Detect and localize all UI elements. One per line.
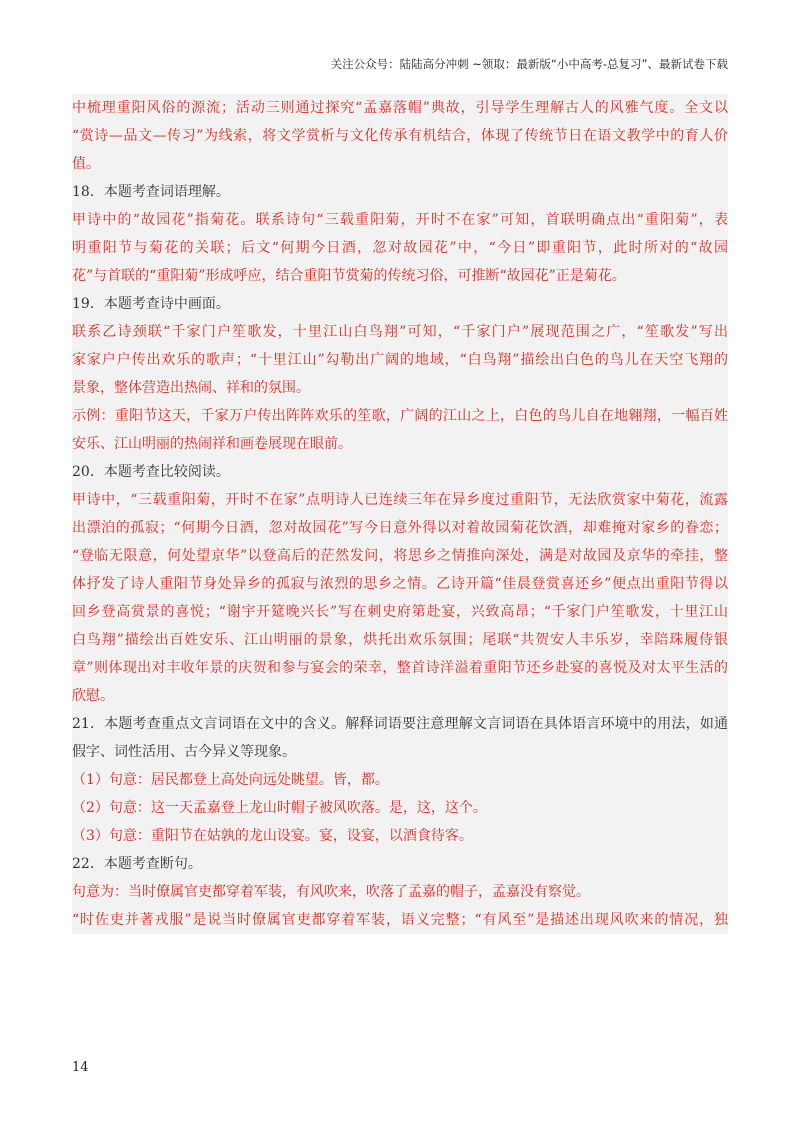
- answer-text-line: “赏诗—品文—传习”为线索，将文学赏析与文化传承有机结合，体现了传统节日在语文教学中的育人价: [72, 128, 728, 144]
- answer-text-block: [72, 94, 728, 934]
- answer-text-line: （1）句意：居民都登上高处向远处眺望。皆，都。: [72, 772, 389, 788]
- answer-text-line: 体抒发了诗人重阳节身处异乡的孤寂与浓烈的思乡之情。乙诗开篇“佳晨登赏喜还乡”便点出重阳节得以: [72, 576, 728, 592]
- section-heading-line: 18．本题考查词语理解。: [72, 184, 230, 200]
- answer-text-line: 值。: [72, 156, 100, 172]
- answer-text-line: 景象，整体营造出热闹、祥和的氛围。: [72, 380, 310, 396]
- answer-text-line: 花”与首联的“重阳菊”形成呼应，结合重阳节赏菊的传统习俗，可推断“故园花”正是菊花。: [72, 268, 626, 284]
- answer-text-line: 章”则体现出对丰收年景的庆贺和参与宴会的荣幸，整首诗洋溢着重阳节还乡赴宴的喜悦及对太平生活的: [72, 660, 728, 676]
- answer-text-line: “登临无限意，何处望京华”以登高后的茫然发问，将思乡之情推向深处，满是对故园及京华的牵挂，整: [72, 548, 728, 564]
- answer-text-line: 中梳理重阳风俗的源流；活动三则通过探究“孟嘉落帽”典故，引导学生理解古人的风雅气度。全文以: [72, 100, 728, 116]
- answer-text-line: 白鸟翔”描绘出百姓安乐、江山明丽的景象，烘托出欢乐氛围；尾联“共贺安人丰乐岁，幸陪珠履侍银: [72, 632, 728, 648]
- section-heading-line: 假字、词性活用、古今异义等现象。: [72, 744, 296, 760]
- answer-text-line: 句意为：当时僚属官吏都穿着军装，有风吹来，吹落了孟嘉的帽子，孟嘉没有察觉。: [72, 884, 590, 900]
- section-heading-line: 22．本题考查断句。: [72, 856, 202, 872]
- answer-text-line: 甲诗中的“故园花”指菊花。联系诗句“三载重阳菊，开时不在家”可知，首联明确点出“重阳菊”，表: [72, 212, 728, 228]
- answer-text-line: 联系乙诗颈联“千家门户笙歌发，十里江山白鸟翔”可知，“千家门户”展现范围之广，“笙歌发”写出: [72, 324, 728, 340]
- answer-text-line: 安乐、江山明丽的热闹祥和画卷展现在眼前。: [72, 436, 352, 452]
- answer-text-line: （2）句意：这一天孟嘉登上龙山时帽子被风吹落。是，这，这个。: [72, 800, 487, 816]
- answer-text-line: 示例：重阳节这天，千家万户传出阵阵欢乐的笙歌，广阔的江山之上，白色的鸟儿自在地翱翔，一幅百姓: [72, 408, 728, 424]
- answer-text-line: 回乡登高赏景的喜悦；“谢宇开筵晚兴长”写在刺史府第赴宴，兴致高昂；“千家门户笙歌发，十里江山: [72, 604, 728, 620]
- answer-text-line: “时佐吏并著戎服”是说当时僚属官吏都穿着军装，语义完整；“有风至”是描述出现风吹来的情况，独: [72, 912, 728, 928]
- section-heading-line: 21．本题考查重点文言词语在文中的含义。解释词语要注意理解文言词语在具体语言环境中的用法，如通: [72, 716, 728, 732]
- answer-text-line: 家家户户传出欢乐的歌声；“十里江山”勾勒出广阔的地域，“白鸟翔”描绘出白色的鸟儿在天空飞翔的: [72, 352, 728, 368]
- section-heading-line: 20．本题考查比较阅读。: [72, 464, 230, 480]
- answer-text-line: （3）句意：重阳节在姑孰的龙山设宴。宴，设宴，以酒食待客。: [72, 828, 473, 844]
- answer-text-line: 明重阳节与菊花的关联；后文“何期今日酒，忽对故园花”中，“今日”即重阳节，此时所对的“故园: [72, 240, 728, 256]
- answer-text-line: 甲诗中，“三载重阳菊，开时不在家”点明诗人已连续三年在异乡度过重阳节，无法欣赏家中菊花，流露: [72, 492, 728, 508]
- page-header: 关注公众号：陆陆高分冲刺 ~领取：最新版“小中高考-总复习”、最新试卷下载: [330, 57, 728, 71]
- answer-text-line: 出漂泊的孤寂；“何期今日酒，忽对故园花”写今日意外得以对着故园菊花饮酒，却难掩对家乡的眷恋；: [72, 520, 728, 536]
- section-heading-line: 19．本题考查诗中画面。: [72, 296, 230, 312]
- answer-text-line: 欣慰。: [72, 688, 114, 704]
- page-number: 14: [72, 1060, 89, 1075]
